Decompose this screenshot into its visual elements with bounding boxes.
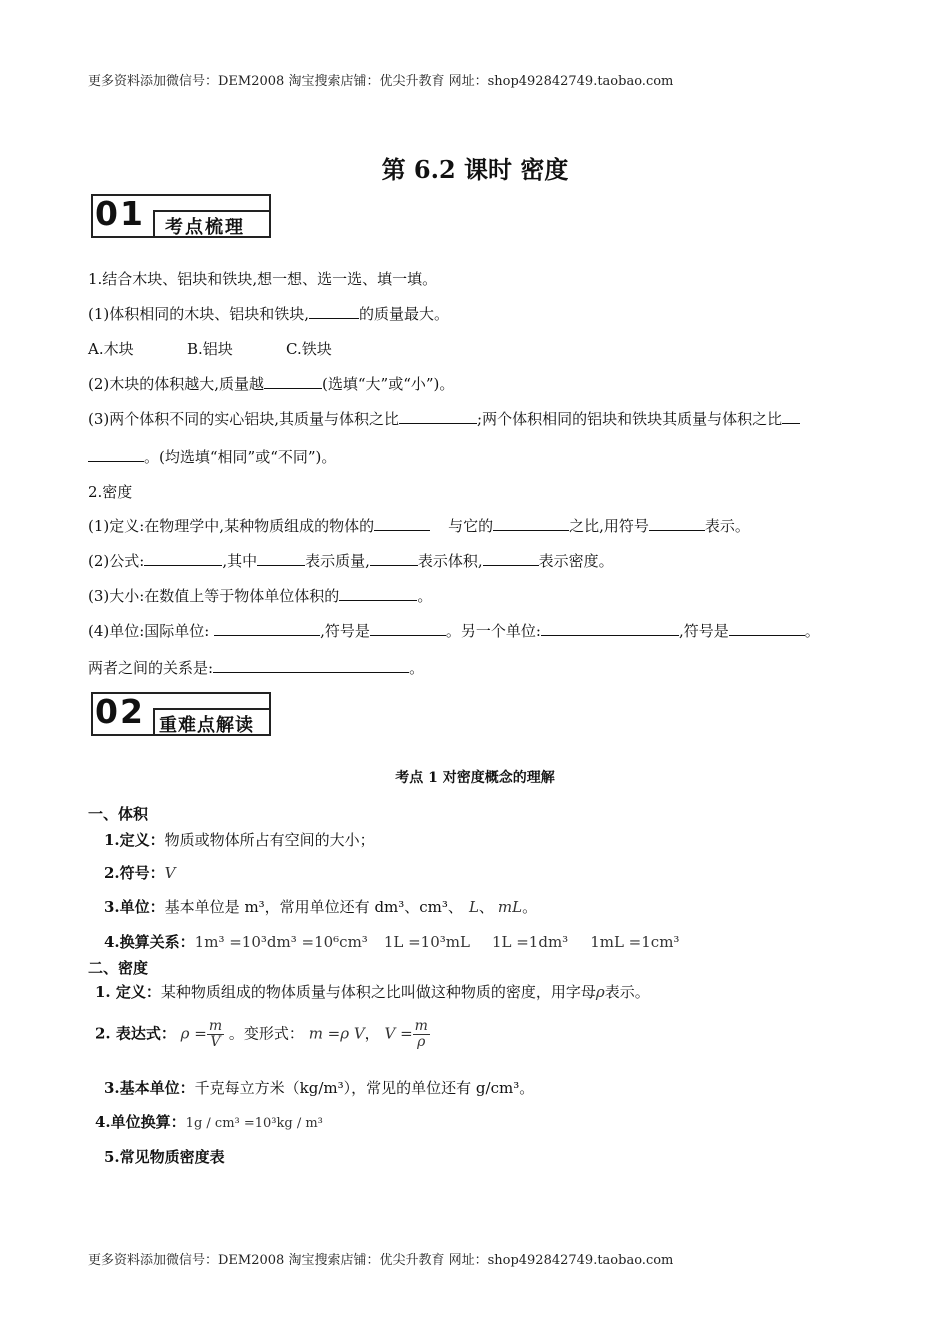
den-unit-label: 3.基本单位：: [104, 1079, 195, 1097]
section-number: 01: [95, 194, 145, 233]
q2-formula-text3: 表示质量,: [305, 552, 370, 570]
answer-blank: [399, 409, 477, 424]
vol-head: 一、体积: [88, 805, 149, 823]
q2-formula-text: (2)公式:: [88, 552, 145, 570]
den-expr-label: 2. 表达式：: [95, 1024, 176, 1043]
q2-formula: [88, 550, 614, 571]
kd1-title: 考点 1 对密度概念的理解: [395, 770, 555, 786]
answer-blank: [370, 621, 446, 636]
footer-note: 更多资料添加微信号：DEM2008 淘宝搜索店铺：优尖升教育 网址：shop492842749.taobao.com: [88, 1253, 674, 1268]
q1-part3: [88, 408, 800, 429]
den-variant-2-lhs: V =: [384, 1024, 413, 1043]
q2-def-text4: 表示。: [704, 517, 750, 535]
den-table-label: 5.常见物质密度表: [104, 1148, 225, 1166]
q1-part1-text: (1)体积相同的木块、铝块和铁块,: [88, 305, 310, 323]
q2-unit: [88, 620, 820, 641]
den-unit: [104, 1077, 534, 1098]
vol-unit-ml: mL: [497, 898, 523, 916]
vol-def: [104, 829, 375, 850]
vol-conv-2: 1L =10³mL: [383, 933, 470, 951]
answer-blank: [374, 516, 430, 531]
den-unit-text: 千克每立方米（kg/m³），常见的单位还有 g/cm³。: [194, 1079, 535, 1097]
vol-unit-l: L: [468, 898, 479, 916]
fraction-numerator: m: [414, 1018, 428, 1034]
q1-opt-c: C.铁块: [286, 340, 332, 358]
den-variant-1: m =ρ V: [308, 1024, 365, 1043]
section-number: 02: [95, 692, 145, 731]
vol-sym: [104, 862, 176, 883]
vol-sym-value: V: [164, 864, 176, 882]
vol-unit-label: 3.单位：: [104, 898, 165, 916]
den-def-symbol: ρ: [595, 983, 605, 1001]
den-expr-lhs: ρ =: [180, 1024, 207, 1043]
answer-blank: [309, 304, 359, 319]
q1-part2-text: (2)木块的体积越大,质量越: [88, 375, 265, 393]
den-def-end: 表示。: [604, 983, 650, 1001]
q2-intro: 2.密度: [88, 483, 133, 501]
den-expr: [95, 1019, 430, 1050]
q2-size: [88, 585, 432, 606]
q2-relation: [88, 657, 424, 678]
vol-conv: [104, 931, 679, 952]
section-label-box: [153, 708, 271, 734]
den-def: [95, 981, 650, 1002]
q1-part2-text2: (选填“大”或“小”)。: [322, 375, 455, 393]
fraction-denominator: V: [210, 1034, 221, 1050]
q1-part1: [88, 303, 449, 324]
vol-unit-end: 。: [522, 898, 538, 916]
answer-blank: [493, 516, 569, 531]
den-conv-label: 4.单位换算：: [95, 1113, 186, 1131]
q2-formula-text4: 表示体积,: [417, 552, 483, 570]
q1-part3-text3: 。(均选填“相同”或“不同”)。: [144, 448, 337, 466]
answer-blank: [649, 516, 705, 531]
section-label: 考点梳理: [165, 217, 245, 238]
q1-opt-a: A.木块: [88, 340, 134, 358]
q2-relation-text2: 。: [409, 659, 425, 677]
answer-blank: [264, 374, 322, 389]
answer-blank: [541, 621, 679, 636]
den-variant-2-fraction: [413, 1019, 430, 1050]
q1-part2: [88, 373, 454, 394]
den-conv-text: 1g / cm³ =10³kg / m³: [185, 1116, 323, 1131]
page-title: 第 6.2 课时 密度: [381, 155, 569, 184]
q1-part1-text2: 的质量最大。: [359, 305, 450, 323]
q1-intro: 1.结合木块、铝块和铁块,想一想、选一选、填一填。: [88, 270, 438, 288]
section-label-box: [153, 210, 271, 236]
vol-conv-1: 1m³ =10³dm³ =10⁶cm³: [194, 933, 368, 951]
answer-blank: [483, 551, 539, 566]
vol-conv-3: 1L =1dm³: [491, 933, 569, 951]
q2-formula-text5: 表示密度。: [538, 552, 614, 570]
vol-def-text: 物质或物体所占有空间的大小；: [164, 831, 375, 849]
q1-part3-text: (3)两个体积不同的实心铝块,其质量与体积之比: [88, 410, 400, 428]
den-expr-fraction: [207, 1019, 224, 1050]
answer-blank: [144, 551, 222, 566]
q2-def-text2: 与它的: [448, 517, 494, 535]
q2-formula-text2: ,其中: [222, 552, 258, 570]
vol-unit-sep: 、: [478, 898, 494, 916]
den-head: 二、密度: [88, 959, 149, 977]
vol-conv-4: 1mL =1cm³: [590, 933, 680, 951]
answer-blank: [88, 447, 144, 462]
section-label: 重难点解读: [159, 715, 254, 736]
section-badge-02: [91, 692, 271, 736]
q1-part3-cont: [88, 446, 336, 467]
vol-unit-text: 基本单位是 m³，常用单位还有 dm³、cm³、: [164, 898, 463, 916]
answer-blank: [339, 586, 417, 601]
q2-def-text3: 之比,用符号: [569, 517, 649, 535]
q2-relation-text: 两者之间的关系是:: [88, 659, 214, 677]
q2-size-text: (3)大小:在数值上等于物体单位体积的: [88, 587, 340, 605]
q2-def: [88, 515, 750, 536]
answer-blank: [214, 621, 320, 636]
q2-unit-text2: ,符号是: [320, 622, 370, 640]
q2-unit-text3: 。另一个单位:: [445, 622, 541, 640]
den-def-label: 1. 定义：: [95, 983, 161, 1001]
den-expr-mid: 。变形式：: [228, 1024, 304, 1043]
vol-unit: [104, 896, 537, 917]
den-def-text: 某种物质组成的物体质量与体积之比叫做这种物质的密度，用字母: [160, 983, 596, 1001]
q2-unit-text4: ,符号是: [678, 622, 729, 640]
q1-part3-text2: ;两个体积相同的铝块和铁块其质量与体积之比: [477, 410, 783, 428]
q1-opt-b: B.铝块: [187, 340, 233, 358]
answer-blank: [213, 658, 409, 673]
q2-unit-text: (4)单位:国际单位:: [88, 622, 215, 640]
den-variant-comma: ，: [364, 1024, 380, 1043]
answer-blank: [370, 551, 418, 566]
answer-blank: [729, 621, 805, 636]
section-badge-01: [91, 194, 271, 238]
q2-unit-text5: 。: [804, 622, 820, 640]
fraction-numerator: m: [208, 1018, 223, 1034]
q2-size-text2: 。: [417, 587, 433, 605]
header-note: 更多资料添加微信号：DEM2008 淘宝搜索店铺：优尖升教育 网址：shop492842749.taobao.com: [88, 74, 674, 89]
vol-conv-label: 4.换算关系：: [104, 933, 195, 951]
answer-blank: [257, 551, 305, 566]
vol-def-label: 1.定义：: [104, 831, 165, 849]
den-conv: [95, 1111, 323, 1132]
vol-sym-label: 2.符号：: [104, 864, 165, 882]
q2-def-text: (1)定义:在物理学中,某种物质组成的物体的: [88, 517, 375, 535]
answer-blank: [782, 409, 800, 424]
fraction-denominator: ρ: [417, 1034, 426, 1050]
